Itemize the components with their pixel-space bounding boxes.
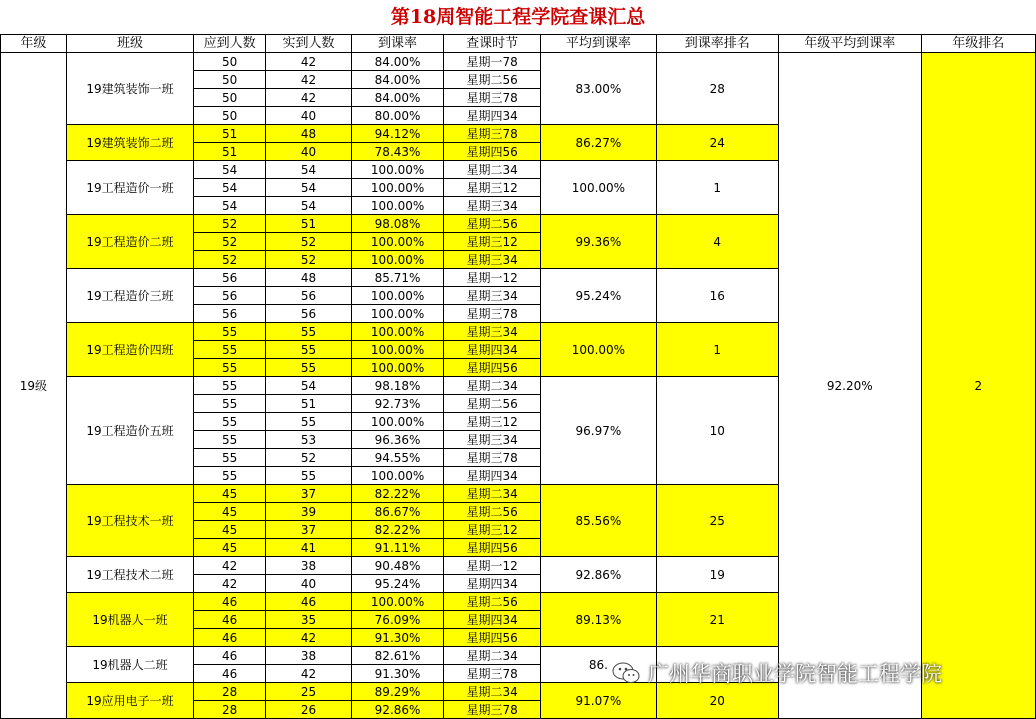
attendance-rate-cell: 95.24% [352,575,444,593]
present-count-cell: 55 [266,341,352,359]
wechat-icon [612,662,640,684]
session-cell: 星期三12 [444,233,541,251]
watermark [612,656,942,690]
present-count-cell: 54 [266,377,352,395]
present-count-cell: 52 [266,233,352,251]
present-count-cell: 42 [266,629,352,647]
expected-count-cell: 28 [194,683,266,701]
present-count-cell: 51 [266,215,352,233]
present-count-cell: 48 [266,269,352,287]
present-count-cell: 42 [266,665,352,683]
class-name-cell: 19工程造价一班 [66,161,193,215]
session-cell: 星期三34 [444,287,541,305]
average-rate-cell: 91.07% [541,683,656,719]
session-cell: 星期二56 [444,215,541,233]
session-cell: 星期四34 [444,107,541,125]
header-rate: 到课率 [352,35,444,53]
attendance-rate-cell: 78.43% [352,143,444,161]
expected-count-cell: 51 [194,143,266,161]
present-count-cell: 35 [266,611,352,629]
expected-count-cell: 42 [194,575,266,593]
attendance-rate-cell: 100.00% [352,251,444,269]
present-count-cell: 54 [266,197,352,215]
session-cell: 星期二34 [444,161,541,179]
rate-rank-cell: 16 [656,269,778,323]
session-cell: 星期三78 [444,701,541,719]
attendance-rate-cell: 84.00% [352,89,444,107]
session-cell: 星期四56 [444,359,541,377]
expected-count-cell: 46 [194,611,266,629]
session-cell: 星期二56 [444,395,541,413]
attendance-rate-cell: 98.18% [352,377,444,395]
present-count-cell: 52 [266,251,352,269]
class-name-cell: 19工程造价四班 [66,323,193,377]
expected-count-cell: 56 [194,269,266,287]
attendance-rate-cell: 94.12% [352,125,444,143]
present-count-cell: 37 [266,485,352,503]
present-count-cell: 42 [266,71,352,89]
session-cell: 星期二56 [444,71,541,89]
expected-count-cell: 55 [194,323,266,341]
attendance-rate-cell: 85.71% [352,269,444,287]
attendance-rate-cell: 92.73% [352,395,444,413]
header-rank: 到课率排名 [656,35,778,53]
session-cell: 星期四56 [444,143,541,161]
expected-count-cell: 50 [194,107,266,125]
expected-count-cell: 55 [194,341,266,359]
expected-count-cell: 46 [194,593,266,611]
attendance-rate-cell: 89.29% [352,683,444,701]
grade-cell: 19级 [1,53,67,719]
grade-rank-cell: 2 [921,53,1035,719]
present-count-cell: 53 [266,431,352,449]
class-name-cell: 19应用电子一班 [66,683,193,719]
session-cell: 星期二34 [444,485,541,503]
present-count-cell: 55 [266,323,352,341]
attendance-rate-cell: 94.55% [352,449,444,467]
header-grade: 年级 [1,35,67,53]
class-name-cell: 19工程造价五班 [66,377,193,485]
class-name-cell: 19工程造价二班 [66,215,193,269]
expected-count-cell: 55 [194,359,266,377]
present-count-cell: 54 [266,179,352,197]
attendance-rate-cell: 91.11% [352,539,444,557]
class-name-cell: 19建筑装饰二班 [66,125,193,161]
expected-count-cell: 52 [194,215,266,233]
average-rate-cell: 95.24% [541,269,656,323]
session-cell: 星期一12 [444,269,541,287]
attendance-rate-cell: 91.30% [352,665,444,683]
attendance-rate-cell: 82.22% [352,485,444,503]
attendance-rate-cell: 100.00% [352,233,444,251]
present-count-cell: 42 [266,53,352,71]
present-count-cell: 39 [266,503,352,521]
session-cell: 星期三78 [444,449,541,467]
present-count-cell: 55 [266,359,352,377]
present-count-cell: 51 [266,395,352,413]
attendance-rate-cell: 80.00% [352,107,444,125]
expected-count-cell: 46 [194,665,266,683]
session-cell: 星期二34 [444,377,541,395]
present-count-cell: 40 [266,143,352,161]
session-cell: 星期三34 [444,431,541,449]
present-count-cell: 42 [266,89,352,107]
expected-count-cell: 54 [194,179,266,197]
expected-count-cell: 46 [194,647,266,665]
session-cell: 星期四34 [444,575,541,593]
expected-count-cell: 55 [194,377,266,395]
attendance-rate-cell: 100.00% [352,341,444,359]
attendance-rate-cell: 100.00% [352,287,444,305]
class-name-cell: 19建筑装饰一班 [66,53,193,125]
average-rate-cell: 85.56% [541,485,656,557]
rate-rank-cell: 25 [656,485,778,557]
rate-rank-cell: 19 [656,557,778,593]
attendance-rate-cell: 98.08% [352,215,444,233]
present-count-cell: 56 [266,305,352,323]
expected-count-cell: 56 [194,287,266,305]
attendance-rate-cell: 100.00% [352,323,444,341]
attendance-table [0,34,1036,719]
attendance-rate-cell: 86.67% [352,503,444,521]
class-name-cell: 19工程技术二班 [66,557,193,593]
expected-count-cell: 45 [194,521,266,539]
rate-rank-cell: 1 [656,323,778,377]
session-cell: 星期三78 [444,665,541,683]
expected-count-cell: 50 [194,53,266,71]
expected-count-cell: 50 [194,89,266,107]
header-expected: 应到人数 [194,35,266,53]
average-rate-cell: 92.86% [541,557,656,593]
session-cell: 星期二34 [444,647,541,665]
watermark-text: 广州华商职业学院智能工程学院 [648,662,942,686]
grade-average-cell: 92.20% [778,53,921,719]
expected-count-cell: 52 [194,251,266,269]
class-name-cell: 19机器人二班 [66,647,193,683]
expected-count-cell: 54 [194,161,266,179]
attendance-rate-cell: 91.30% [352,629,444,647]
sheet-title: 第18周智能工程学院查课汇总 [390,6,646,28]
present-count-cell: 38 [266,647,352,665]
session-cell: 星期四56 [444,629,541,647]
session-cell: 星期四34 [444,341,541,359]
expected-count-cell: 45 [194,503,266,521]
session-cell: 星期三12 [444,521,541,539]
session-cell: 星期三34 [444,251,541,269]
attendance-rate-cell: 100.00% [352,179,444,197]
attendance-rate-cell: 96.36% [352,431,444,449]
attendance-rate-cell: 100.00% [352,359,444,377]
present-count-cell: 37 [266,521,352,539]
rate-rank-cell: 21 [656,593,778,647]
present-count-cell: 56 [266,287,352,305]
average-rate-cell: 89.13% [541,593,656,647]
table-row [1,53,1036,71]
attendance-rate-cell: 100.00% [352,197,444,215]
attendance-rate-cell: 82.22% [352,521,444,539]
present-count-cell: 48 [266,125,352,143]
session-cell: 星期三78 [444,125,541,143]
expected-count-cell: 55 [194,431,266,449]
rate-rank-cell: 28 [656,53,778,125]
expected-count-cell: 42 [194,557,266,575]
expected-count-cell: 46 [194,629,266,647]
session-cell: 星期二56 [444,503,541,521]
attendance-rate-cell: 100.00% [352,161,444,179]
header-class: 班级 [66,35,193,53]
session-cell: 星期三12 [444,179,541,197]
session-cell: 星期三78 [444,305,541,323]
present-count-cell: 26 [266,701,352,719]
session-cell: 星期三34 [444,197,541,215]
header-session: 查课时节 [444,35,541,53]
session-cell: 星期三34 [444,323,541,341]
expected-count-cell: 52 [194,233,266,251]
attendance-rate-cell: 100.00% [352,593,444,611]
rate-rank-cell: 4 [656,215,778,269]
present-count-cell: 55 [266,413,352,431]
rate-rank-cell: 1 [656,161,778,215]
session-cell: 星期二56 [444,593,541,611]
expected-count-cell: 28 [194,701,266,719]
attendance-rate-cell: 100.00% [352,467,444,485]
rate-rank-cell: 24 [656,125,778,161]
attendance-rate-cell: 100.00% [352,305,444,323]
average-rate-cell: 86. [541,647,656,683]
present-count-cell: 40 [266,575,352,593]
present-count-cell: 41 [266,539,352,557]
rate-rank-cell: 10 [656,377,778,485]
average-rate-cell: 86.27% [541,125,656,161]
expected-count-cell: 55 [194,467,266,485]
attendance-rate-cell: 84.00% [352,53,444,71]
session-cell: 星期四34 [444,467,541,485]
rate-rank-cell: 20 [656,683,778,719]
attendance-rate-cell: 84.00% [352,71,444,89]
expected-count-cell: 56 [194,305,266,323]
expected-count-cell: 50 [194,71,266,89]
expected-count-cell: 45 [194,539,266,557]
average-rate-cell: 83.00% [541,53,656,125]
average-rate-cell: 100.00% [541,161,656,215]
expected-count-cell: 54 [194,197,266,215]
present-count-cell: 25 [266,683,352,701]
session-cell: 星期三12 [444,413,541,431]
average-rate-cell: 96.97% [541,377,656,485]
attendance-rate-cell: 82.61% [352,647,444,665]
expected-count-cell: 51 [194,125,266,143]
average-rate-cell: 99.36% [541,215,656,269]
header-grade-rank: 年级排名 [921,35,1035,53]
header-avg-rate: 平均到课率 [541,35,656,53]
expected-count-cell: 55 [194,449,266,467]
attendance-rate-cell: 100.00% [352,413,444,431]
expected-count-cell: 55 [194,395,266,413]
average-rate-cell: 100.00% [541,323,656,377]
present-count-cell: 38 [266,557,352,575]
expected-count-cell: 45 [194,485,266,503]
session-cell: 星期四34 [444,611,541,629]
present-count-cell: 52 [266,449,352,467]
present-count-cell: 54 [266,161,352,179]
header-row [1,35,1036,53]
session-cell: 星期四56 [444,539,541,557]
attendance-rate-cell: 92.86% [352,701,444,719]
class-name-cell: 19机器人一班 [66,593,193,647]
session-cell: 星期二34 [444,683,541,701]
attendance-rate-cell: 90.48% [352,557,444,575]
class-name-cell: 19工程技术一班 [66,485,193,557]
attendance-rate-cell: 76.09% [352,611,444,629]
session-cell: 星期一12 [444,557,541,575]
expected-count-cell: 55 [194,413,266,431]
present-count-cell: 46 [266,593,352,611]
session-cell: 星期一78 [444,53,541,71]
session-cell: 星期三78 [444,89,541,107]
header-present: 实到人数 [266,35,352,53]
present-count-cell: 40 [266,107,352,125]
present-count-cell: 55 [266,467,352,485]
class-name-cell: 19工程造价三班 [66,269,193,323]
header-grade-avg: 年级平均到课率 [778,35,921,53]
